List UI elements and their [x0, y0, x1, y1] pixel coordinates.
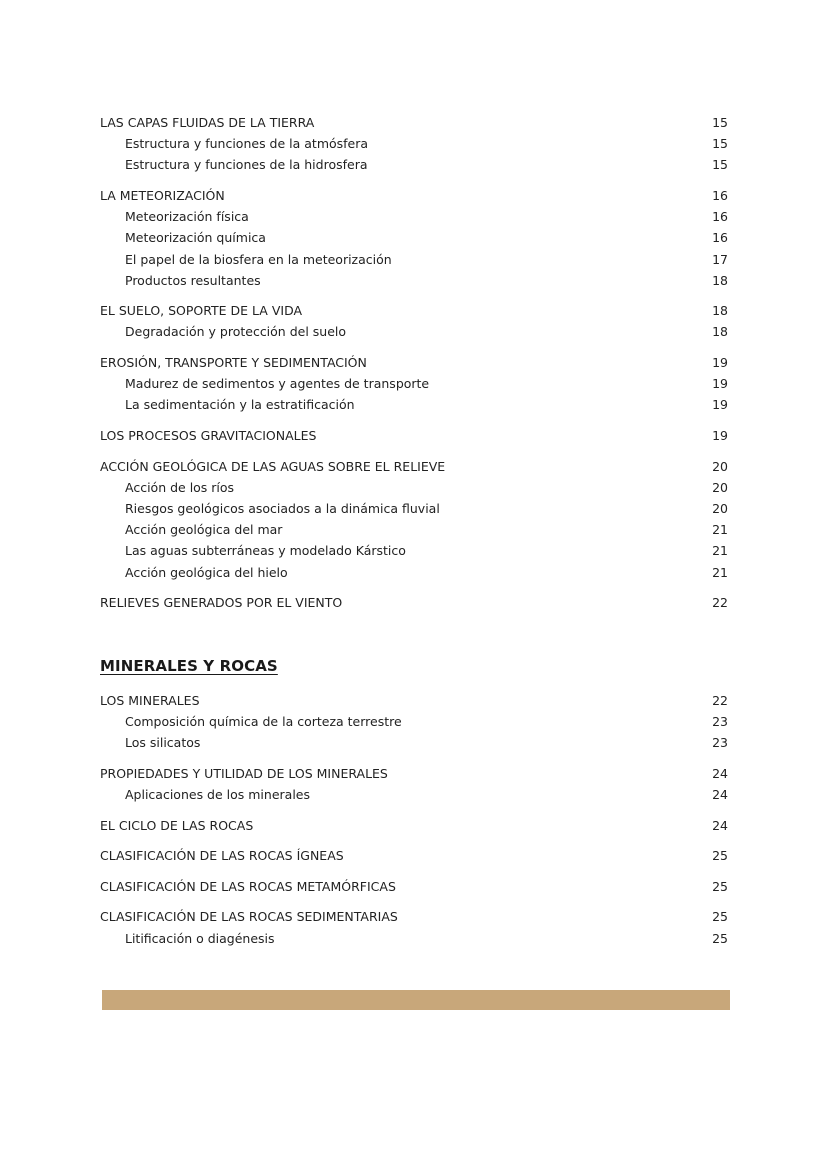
toc-page-number: 17	[712, 251, 728, 267]
toc-entry[interactable]	[100, 112, 728, 133]
toc-subentry[interactable]	[100, 321, 728, 342]
toc-page-number: 21	[712, 564, 728, 580]
toc-entry-title: CLASIFICACIÓN DE LAS ROCAS METAMÓRFICAS	[100, 878, 396, 894]
toc-subentry[interactable]	[100, 270, 728, 291]
toc-subentry-title: Acción geológica del mar	[125, 522, 283, 538]
toc-entry[interactable]	[100, 425, 728, 446]
toc-subentry[interactable]	[100, 154, 728, 175]
toc-page-number: 24	[712, 765, 728, 781]
toc-page-number: 16	[712, 230, 728, 246]
toc-entry[interactable]	[100, 456, 728, 477]
toc-page-number: 25	[712, 930, 728, 946]
toc-page-number: 22	[712, 595, 728, 611]
toc-subentry-title: Meteorización química	[125, 230, 266, 246]
toc-subentry[interactable]	[100, 206, 728, 227]
toc-entry[interactable]	[100, 185, 728, 206]
toc-page-number: 18	[712, 272, 728, 288]
toc-subentry-title: Composición química de la corteza terrestre	[125, 714, 402, 730]
toc-entry-title: RELIEVES GENERADOS POR EL VIENTO	[100, 595, 343, 611]
toc-subentry[interactable]	[100, 498, 728, 519]
toc-page-number: 18	[712, 303, 728, 319]
toc-page-number: 16	[712, 209, 728, 225]
toc-entry[interactable]	[100, 300, 728, 321]
toc-subentry[interactable]	[100, 540, 728, 561]
toc-entry-title: EL CICLO DE LAS ROCAS	[100, 817, 254, 833]
toc-group	[100, 876, 728, 897]
toc-entry[interactable]	[100, 845, 728, 866]
toc-group	[100, 425, 728, 446]
toc-subentry-title: Productos resultantes	[125, 272, 261, 288]
toc-subentry-title: Acción geológica del hielo	[125, 564, 288, 580]
toc-entry[interactable]	[100, 592, 728, 613]
toc-group	[100, 906, 728, 948]
toc-subentry-title: Acción de los ríos	[125, 479, 235, 495]
toc-entry[interactable]	[100, 876, 728, 897]
toc-subentry[interactable]	[100, 784, 728, 805]
toc-subentry-title: Los silicatos	[125, 735, 201, 751]
toc-subentry-title: Litificación o diagénesis	[125, 930, 275, 946]
toc-group	[100, 300, 728, 342]
toc-page-number: 21	[712, 522, 728, 538]
toc-group	[100, 352, 728, 416]
toc-page-number: 24	[712, 787, 728, 803]
toc-page-number: 19	[712, 428, 728, 443]
toc-subentry[interactable]	[100, 732, 728, 753]
toc-subentry-title: Aplicaciones de los minerales	[125, 787, 310, 803]
toc-list-part-1	[100, 112, 728, 623]
toc-subentry[interactable]	[100, 519, 728, 540]
toc-entry-title: LAS CAPAS FLUIDAS DE LA TIERRA	[100, 115, 315, 130]
toc-page-number: 25	[712, 848, 728, 864]
toc-entry-title: EL SUELO, SOPORTE DE LA VIDA	[100, 303, 303, 319]
toc-subentry[interactable]	[100, 373, 728, 394]
toc-page-number: 16	[712, 187, 728, 203]
toc-page-number: 19	[712, 376, 728, 392]
toc-subentry[interactable]	[100, 562, 728, 583]
toc-subentry[interactable]	[100, 477, 728, 498]
toc-subentry-title: Madurez de sedimentos y agentes de transporte	[125, 376, 430, 392]
toc-page-number: 25	[712, 909, 728, 925]
toc-page-number: 25	[712, 878, 728, 894]
toc-subentry-title: Estructura y funciones de la atmósfera	[125, 136, 369, 152]
toc-entry[interactable]	[100, 352, 728, 373]
toc-page-number: 23	[712, 735, 728, 751]
toc-entry[interactable]	[100, 690, 728, 711]
toc-page-number: 15	[712, 115, 728, 130]
toc-subentry[interactable]	[100, 133, 728, 154]
toc-subentry[interactable]	[100, 394, 728, 415]
toc-page-number: 20	[712, 458, 728, 474]
toc-subentry-title: Degradación y protección del suelo	[125, 324, 347, 340]
section-heading: MINERALES Y ROCAS	[100, 657, 278, 675]
toc-group	[100, 815, 728, 836]
toc-page-number: 20	[712, 479, 728, 495]
toc-page-number: 19	[712, 355, 728, 371]
footer-decorative-bar	[102, 990, 730, 1010]
toc-subentry[interactable]	[100, 227, 728, 248]
toc-page-number: 15	[712, 136, 728, 152]
toc-entry[interactable]	[100, 763, 728, 784]
toc-entry-title: LA METEORIZACIÓN	[100, 187, 225, 203]
toc-entry-title: CLASIFICACIÓN DE LAS ROCAS SEDIMENTARIAS	[100, 909, 398, 925]
toc-page-number: 23	[712, 714, 728, 730]
toc-group	[100, 763, 728, 805]
toc-page-number: 21	[712, 543, 728, 559]
toc-page-number: 19	[712, 397, 728, 413]
toc-entry-title: LOS MINERALES	[100, 693, 200, 708]
toc-group	[100, 592, 728, 613]
toc-group	[100, 185, 728, 291]
toc-entry[interactable]	[100, 815, 728, 836]
toc-entry-title: EROSIÓN, TRANSPORTE Y SEDIMENTACIÓN	[100, 355, 367, 371]
toc-group	[100, 845, 728, 866]
toc-group	[100, 112, 728, 176]
toc-subentry[interactable]	[100, 711, 728, 732]
toc-page-number: 18	[712, 324, 728, 340]
toc-subentry[interactable]	[100, 928, 728, 949]
toc-subentry-title: El papel de la biosfera en la meteorización	[125, 251, 392, 267]
toc-page-number: 20	[712, 500, 728, 516]
toc-subentry-title: Riesgos geológicos asociados a la dinámica fluvial	[125, 500, 440, 516]
toc-subentry-title: Estructura y funciones de la hidrosfera	[125, 157, 368, 173]
toc-subentry[interactable]	[100, 249, 728, 270]
toc-list-part-2	[100, 690, 728, 958]
toc-entry-title: LOS PROCESOS GRAVITACIONALES	[100, 428, 317, 443]
toc-group	[100, 690, 728, 754]
toc-entry-title: CLASIFICACIÓN DE LAS ROCAS ÍGNEAS	[100, 848, 344, 864]
toc-subentry-title: La sedimentación y la estratificación	[125, 397, 355, 413]
toc-page-number: 24	[712, 817, 728, 833]
toc-page-number: 15	[712, 157, 728, 173]
toc-group	[100, 456, 728, 583]
toc-subentry-title: Las aguas subterráneas y modelado Kárstico	[125, 543, 406, 559]
toc-page-number: 22	[712, 693, 728, 708]
toc-entry-title: ACCIÓN GEOLÓGICA DE LAS AGUAS SOBRE EL RELIEVE	[100, 458, 446, 474]
toc-entry[interactable]	[100, 906, 728, 927]
toc-entry-title: PROPIEDADES Y UTILIDAD DE LOS MINERALES	[100, 765, 388, 781]
toc-subentry-title: Meteorización física	[125, 209, 249, 225]
